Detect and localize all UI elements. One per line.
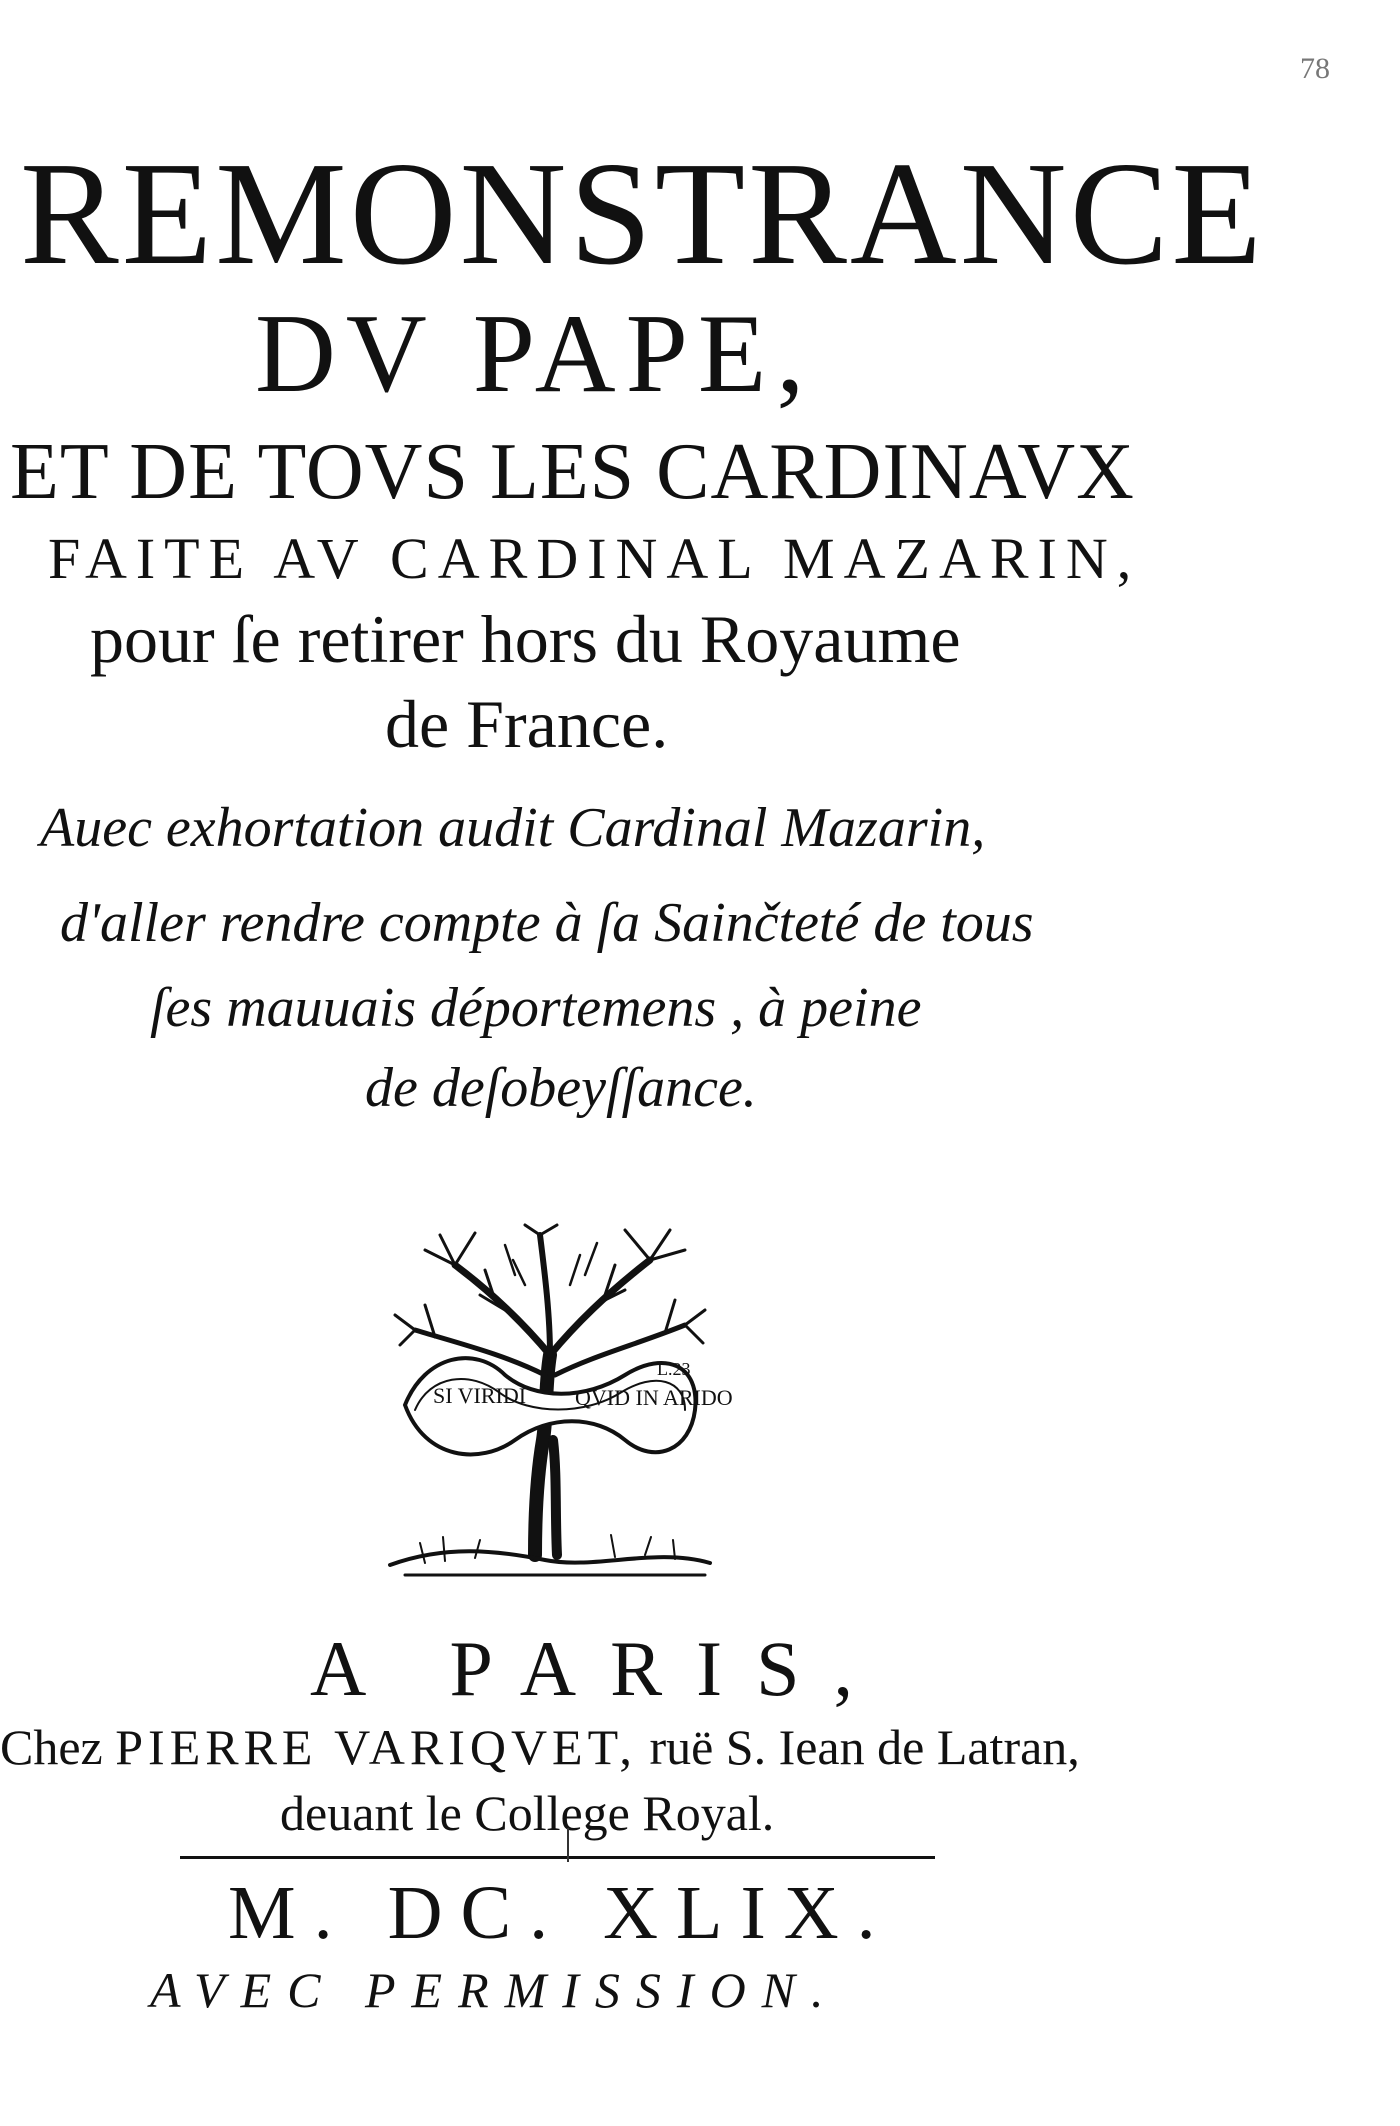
subtitle-line-2: d'aller rendre compte à ſa Sainčteté de tous (60, 892, 1034, 954)
printer-address: ruë S. Iean de Latran, (649, 1719, 1080, 1775)
title-line-5: pour ſe retirer hors du Royaume (90, 601, 961, 677)
folio-number: 78 (1300, 52, 1330, 85)
horizontal-rule (180, 1856, 935, 1859)
title-line-4: FAITE AV CARDINAL MAZARIN, (48, 526, 1141, 591)
subtitle-line-1: Auec exhortation audit Cardinal Mazarin, (40, 797, 986, 859)
tree-emblem-icon (385, 1225, 733, 1580)
title-line-1: REMONSTRANCE (20, 132, 1265, 296)
motto-right-text: QVID IN ARIDO (575, 1385, 733, 1410)
subtitle-line-4: de deſobeyſſance. (365, 1057, 757, 1119)
printer-line (0, 1719, 1080, 1775)
motto-left-text: SI VIRIDI (433, 1383, 527, 1408)
title-line-6: de France. (385, 686, 669, 762)
title-line-2: DV PAPE, (255, 292, 815, 416)
subtitle-line-3: ſes mauuais déportemens , à peine (150, 977, 922, 1039)
rule-tick-mark (567, 1828, 569, 1862)
printer-location: deuant le College Royal. (280, 1785, 775, 1841)
imprint-city: A PARIS, (310, 1625, 887, 1712)
title-line-3: ET DE TOVS LES CARDINAVX (10, 428, 1135, 516)
publication-date: M. DC. XLIX. (228, 1871, 894, 1955)
printer-name: PIERRE VARIQVET, (115, 1719, 637, 1775)
verse-ref-text: L.23 (657, 1359, 691, 1379)
chez-text: Chez (0, 1719, 103, 1775)
permission-line: AVEC PERMISSION. (150, 1962, 840, 2018)
